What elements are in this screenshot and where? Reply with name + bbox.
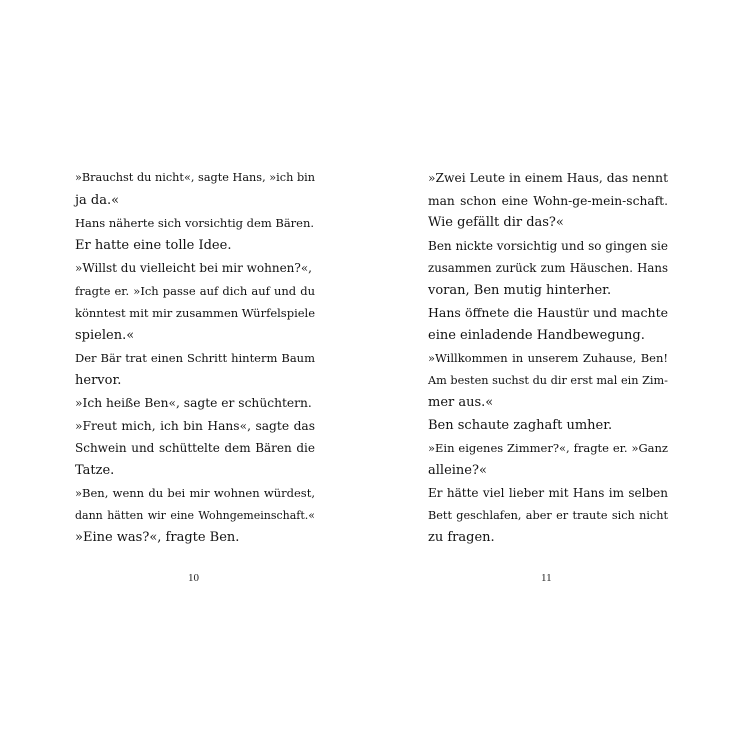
text-line: ja da.« <box>75 192 120 208</box>
text-line: spielen.« <box>75 327 135 343</box>
text-line: »Willkommen in unserem Zuhause, Ben! <box>428 351 668 365</box>
text-line: zusammen zurück zum Häuschen. Hans <box>428 261 668 275</box>
text-line: fragte er. »Ich passe auf dich auf und du <box>75 283 315 298</box>
page-number-right: 11 <box>541 572 552 584</box>
text-line: mer aus.« <box>428 395 494 410</box>
page-number-left: 10 <box>188 572 199 584</box>
text-line: Wie gefällt dir das?« <box>428 215 564 230</box>
text-line: Am besten suchst du dir erst mal ein Zim- <box>428 373 668 387</box>
text-line: man schon eine Wohn-ge-mein-schaft. <box>428 193 668 208</box>
text-line: hervor. <box>75 372 122 388</box>
text-line: »Willst du vielleicht bei mir wohnen?«, <box>75 261 312 275</box>
text-line: Der Bär trat einen Schritt hinterm Baum <box>75 351 315 365</box>
text-line: Ben nickte vorsichtig und so gingen sie <box>428 238 668 253</box>
text-line: »Ich heiße Ben«, sagte er schüchtern. <box>75 396 312 410</box>
text-line: »Ein eigenes Zimmer?«, fragte er. »Ganz <box>428 441 668 455</box>
text-line: voran, Ben mutig hinterher. <box>428 282 612 298</box>
text-line: dann hätten wir eine Wohngemeinschaft.« <box>75 508 315 522</box>
text-line: Er hatte eine tolle Idee. <box>75 237 232 253</box>
text-line: könntest mit mir zusammen Würfelspiele <box>75 306 316 320</box>
text-line: Er hätte viel lieber mit Hans im selben <box>428 486 668 500</box>
text-line: Hans näherte sich vorsichtig dem Bären. <box>75 216 315 230</box>
text-line: eine einladende Handbewegung. <box>428 327 645 343</box>
text-line: »Freut mich, ich bin Hans«, sagte das <box>75 418 315 433</box>
text-line: »Brauchst du nicht«, sagte Hans, »ich bin <box>75 171 315 184</box>
text-line: zu fragen. <box>428 530 495 545</box>
right-page-text <box>428 167 668 550</box>
text-line: Schwein und schüttelte dem Bären die <box>75 441 315 455</box>
text-line: Bett geschlafen, aber er traute sich nicht <box>428 508 668 522</box>
text-line: Tatze. <box>75 462 115 478</box>
text-line: »Ben, wenn du bei mir wohnen würdest, <box>75 486 315 500</box>
text-line: »Eine was?«, fragte Ben. <box>75 530 240 545</box>
text-line: alleine?« <box>428 462 487 478</box>
left-page-text <box>75 167 315 550</box>
text-line: Ben schaute zaghaft umher. <box>428 417 613 433</box>
text-line: Hans öffnete die Haustür und machte <box>428 305 668 320</box>
text-line: »Zwei Leute in einem Haus, das nennt <box>428 171 668 185</box>
